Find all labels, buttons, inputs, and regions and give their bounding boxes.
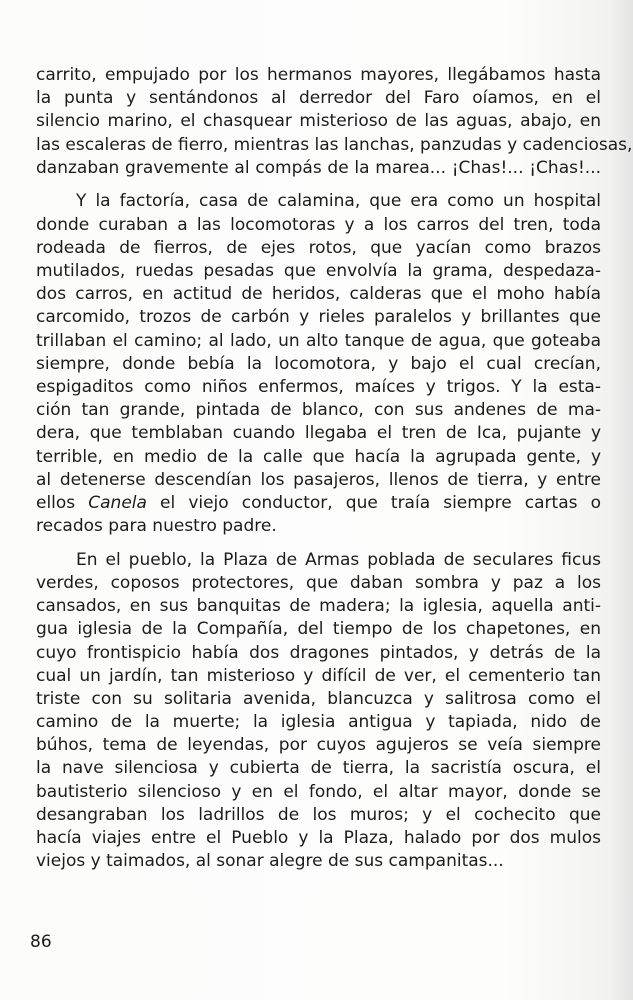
italic-name: Canela — [88, 492, 147, 513]
text-line: terrible, en medio de la calle que hacía la agrupada gente, y — [36, 446, 601, 467]
text-line: desangraban los ladrillos de los muros; y el cochecito que — [36, 804, 601, 825]
text-line: carcomido, trozos de carbón y rieles paralelos y brillantes que — [36, 307, 601, 328]
text-line: rodeada de fierros, de ejes rotos, que yacían como brazos — [36, 237, 601, 258]
paragraph-3 — [36, 549, 601, 874]
text-line: mutilados, ruedas pesadas que envolvía la grama, despedaza- — [36, 261, 601, 281]
text-line: hacía viajes entre el Pueblo y la Plaza, halado por dos mulos — [36, 828, 601, 848]
text-line: la nave silenciosa y cubierta de tierra, la sacristía oscura, el — [36, 758, 601, 779]
text-line: espigaditos como niños enfermos, maíces y trigos. Y la esta- — [36, 376, 601, 397]
text-line: dos carros, en actitud de heridos, calderas que el moho había — [36, 284, 601, 305]
text-line: al detenerse descendían los pasajeros, llenos de tierra, y entre — [36, 469, 601, 490]
text-line: verdes, coposos protectores, que daban sombra y paz a los — [36, 572, 601, 593]
text-line: donde curaban a las locomotoras y a los carros del tren, toda — [36, 214, 601, 235]
text-line: trillaban el camino; al lado, un alto tanque de agua, que goteaba — [36, 330, 601, 351]
text-fragment: el viejo conductor, que traía siempre cartas o — [146, 492, 601, 513]
text-line: cual un jardín, tan misterioso y difícil de ver, el cementerio tan — [36, 665, 601, 686]
page-number: 86 — [30, 932, 52, 952]
text-line: carrito, empujado por los hermanos mayores, llegábamos hasta — [36, 65, 601, 85]
text-line: ción tan grande, pintada de blanco, con sus andenes de ma- — [36, 400, 601, 421]
text-line: cuyo frontispicio había dos dragones pintados, y detrás de la — [36, 642, 601, 663]
text-line: dera, que temblaban cuando llegaba el tren de Ica, pujante y — [36, 423, 601, 444]
text-line: gua iglesia de la Compañía, del tiempo de los chapetones, en — [36, 619, 601, 640]
text-line: las escaleras de fierro, mientras las lanchas, panzudas y cadenciosas, — [36, 134, 633, 155]
text-line: triste con su solitaria avenida, blancuzca y salitrosa como el — [36, 688, 601, 709]
body-text — [36, 64, 633, 884]
text-line: Y la factoría, casa de calamina, que era como un hospital — [76, 191, 601, 212]
text-line: camino de la muerte; la iglesia antigua y tapiada, nido de — [36, 712, 601, 733]
text-line: búhos, tema de leyendas, por cuyos agujeros se veía siempre — [36, 735, 601, 756]
text-line: siempre, donde bebía la locomotora, y bajo el cual crecían, — [36, 353, 601, 374]
text-line: viejos y taimados, al sonar alegre de sus campanitas... — [36, 851, 504, 872]
paragraph-1 — [36, 64, 633, 180]
text-line: cansados, en sus banquitas de madera; la iglesia, aquella anti- — [36, 596, 601, 617]
text-fragment: ellos — [36, 492, 89, 513]
text-line-with-italic — [36, 492, 601, 515]
text-line: En el pueblo, la Plaza de Armas poblada de seculares ficus — [76, 549, 601, 570]
paragraph-2 — [36, 190, 601, 538]
text-line: silencio marino, el chasquear misterioso de las aguas, abajo, en — [36, 111, 601, 132]
text-line: danzaban gravemente al compás de la marea... ¡Chas!... ¡Chas!... — [36, 157, 601, 178]
text-line: la punta y sentándonos al derredor del Faro oíamos, en el — [36, 88, 601, 109]
text-line: bautisterio silencioso y en el fondo, el altar mayor, donde se — [36, 781, 601, 802]
text-line: recados para nuestro padre. — [36, 516, 277, 537]
